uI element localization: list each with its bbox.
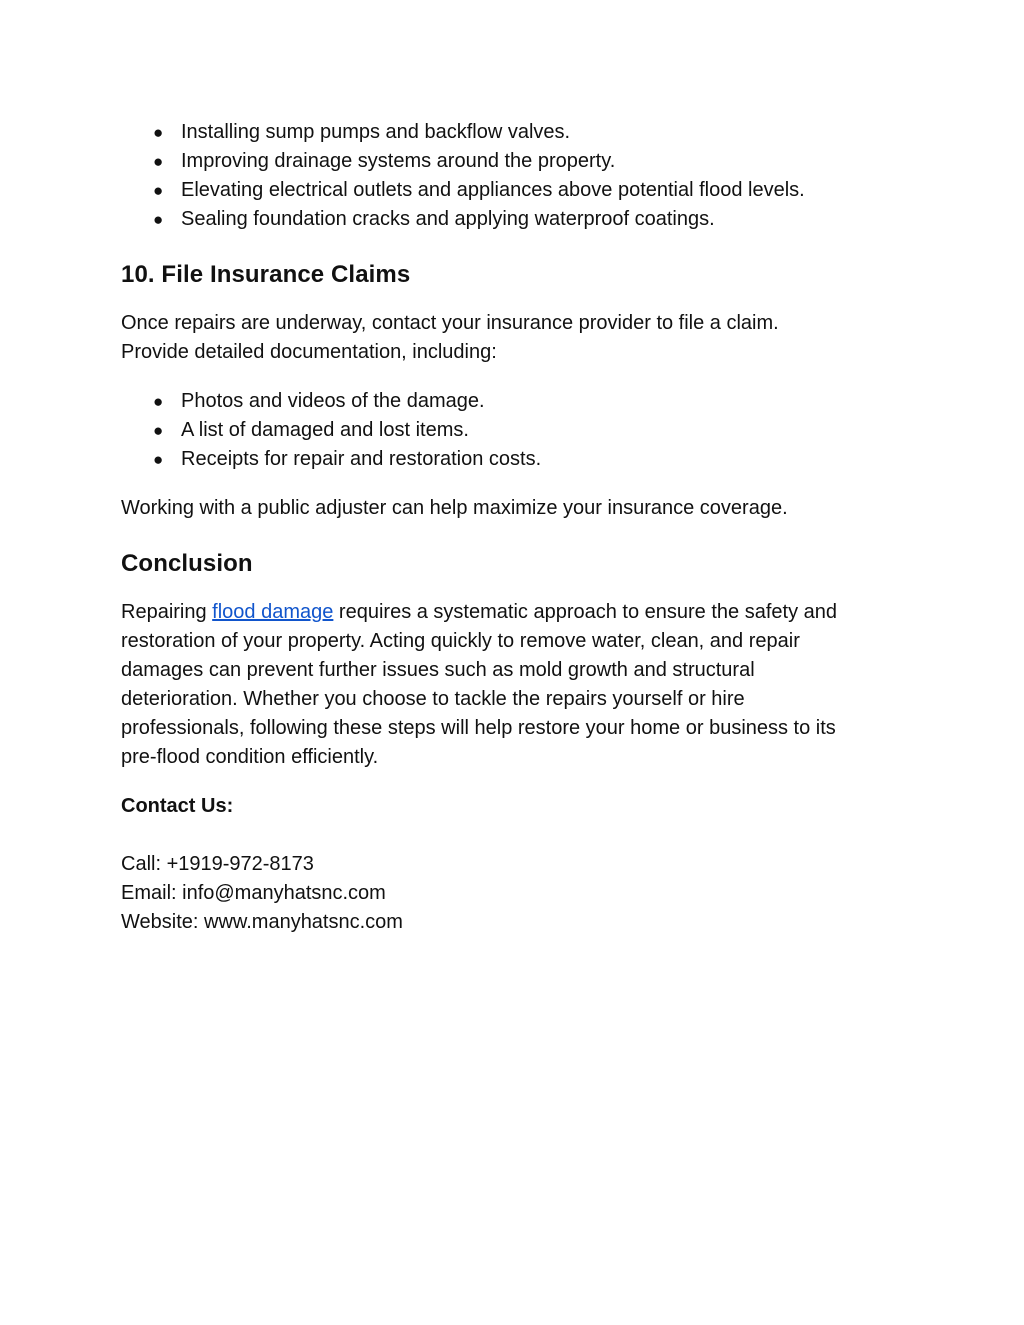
list-item: ● Installing sump pumps and backflow valves.	[121, 118, 911, 147]
insurance-heading: 10. File Insurance Claims	[121, 261, 411, 288]
list-item: ● Photos and videos of the damage.	[121, 387, 911, 416]
page-content	[121, 118, 911, 937]
bullet-icon: ●	[153, 181, 164, 200]
bullet-icon: ●	[153, 392, 164, 411]
contact-phone: Call: +1919-972-8173	[121, 853, 314, 875]
insurance-outro: Working with a public adjuster can help maximize your insurance coverage.	[121, 497, 788, 519]
insurance-intro: Once repairs are underway, contact your insurance provider to file a claim. Provide detailed documentation, including:	[121, 312, 779, 363]
conclusion-paragraph: Repairing flood damage requires a systematic approach to ensure the safety and restoration of your property. Acting quickly to remove water, clean, and repair damages can prevent further issues such as mold growth and structural deterioration. Whether you choose to tackle the repairs yourself or hire professionals, following these steps will help restore your home or business to its pre-flood condition efficiently.	[121, 601, 837, 768]
contact-heading: Contact Us:	[121, 795, 234, 817]
contact-email: Email: info@manyhatsnc.com	[121, 882, 386, 904]
bullet-icon: ●	[153, 152, 164, 171]
list-item: ● Receipts for repair and restoration costs.	[121, 445, 911, 474]
insurance-bullet-list	[121, 387, 911, 474]
bullet-icon: ●	[153, 450, 164, 469]
conclusion-heading: Conclusion	[121, 550, 253, 577]
contact-website: Website: www.manyhatsnc.com	[121, 911, 403, 933]
bullet-icon: ●	[153, 210, 164, 229]
list-item: ● Improving drainage systems around the property.	[121, 147, 911, 176]
flood-damage-link[interactable]: flood damage	[212, 601, 334, 623]
bullet-icon: ●	[153, 421, 164, 440]
list-item: ● Sealing foundation cracks and applying waterproof coatings.	[121, 205, 911, 234]
top-bullet-list	[121, 118, 911, 234]
list-item: ● Elevating electrical outlets and appliances above potential flood levels.	[121, 176, 911, 205]
list-item: ● A list of damaged and lost items.	[121, 416, 911, 445]
bullet-icon: ●	[153, 123, 164, 142]
